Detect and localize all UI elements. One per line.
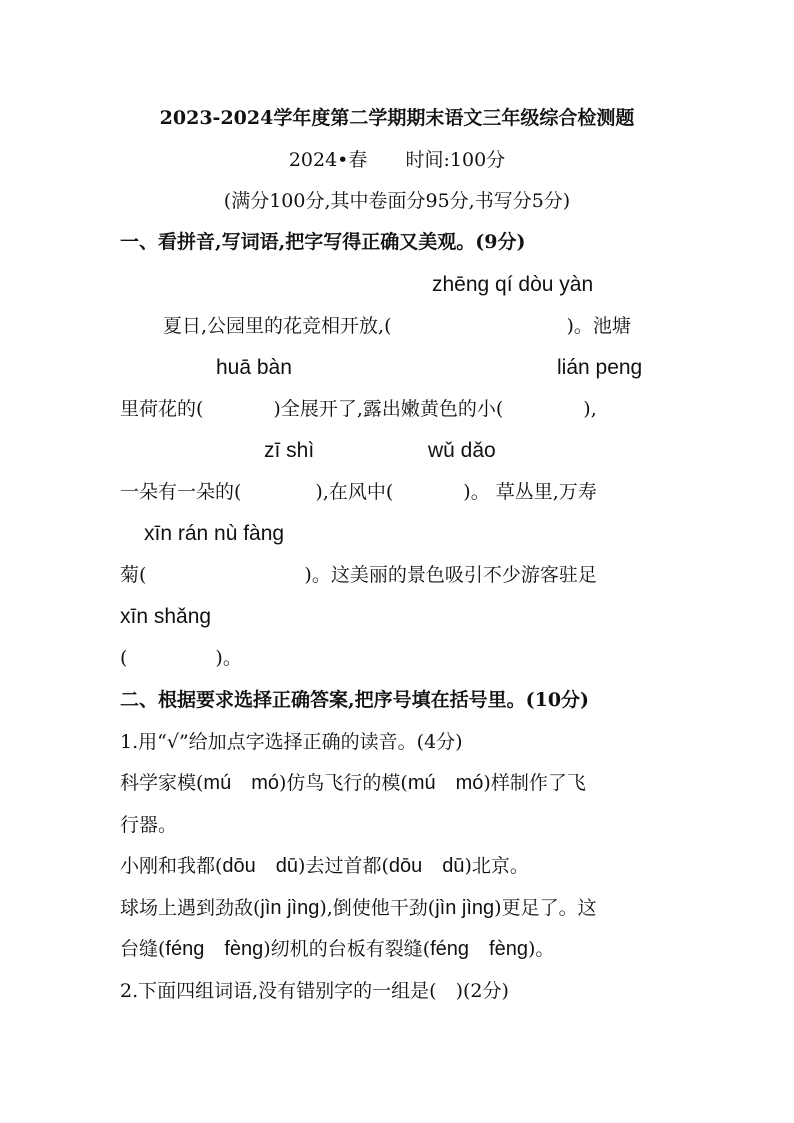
pinyin-option[interactable]: mú mó xyxy=(203,772,279,794)
pinyin-option[interactable]: féng fèng xyxy=(430,938,528,960)
pinyin-option[interactable]: féng fèng xyxy=(165,938,264,960)
pinyin-option[interactable]: jìn jìng xyxy=(260,897,320,919)
passage-text: )全展开了,露出嫩黄色的小( xyxy=(273,398,504,420)
item-text: )北京。 xyxy=(464,855,529,877)
reading-item-4 xyxy=(120,937,554,961)
pinyin-option[interactable]: mú mó xyxy=(407,772,484,794)
reading-item-2 xyxy=(120,854,529,878)
time-label: 时间:100分 xyxy=(405,149,506,171)
item-text: 台缝( xyxy=(120,938,166,960)
pinyin-zhengqidouyan: zhēng qí dòu yàn xyxy=(432,273,594,296)
passage-text: )。 xyxy=(215,647,242,669)
item-text: )纫机的台板有裂缝( xyxy=(263,938,431,960)
score-note: (满分100分,其中卷面分95分,书写分5分) xyxy=(223,190,571,212)
section1-heading: 一、看拼音,写词语,把字写得正确又美观。(9分) xyxy=(120,231,526,253)
passage-text: 里荷花的( xyxy=(120,398,204,420)
passage-text: 菊( xyxy=(120,564,147,586)
pinyin-xinrannufang: xīn rán nù fàng xyxy=(144,522,285,545)
passage-line-2 xyxy=(120,397,597,421)
item-text: )样制作了飞 xyxy=(483,772,586,794)
pinyin-option[interactable]: dōu dū xyxy=(222,855,299,877)
passage-line-3 xyxy=(120,480,597,504)
pinyin-xinshang: xīn shǎng xyxy=(120,605,212,628)
pinyin-zishi: zī shì xyxy=(264,439,315,462)
reading-item-1 xyxy=(120,771,586,795)
question-2: 2.下面四组词语,没有错别字的一组是( )(2分) xyxy=(120,980,509,1002)
passage-text: )。 草丛里,万寿 xyxy=(463,481,597,503)
passage-text: ),在风中( xyxy=(315,481,394,503)
item-text: )更足了。这 xyxy=(494,897,597,919)
pinyin-lianpeng: lián peng xyxy=(557,356,643,379)
item-text: )仿鸟飞行的模( xyxy=(279,772,408,794)
pinyin-option[interactable]: dōu dū xyxy=(388,855,465,877)
section2-heading: 二、根据要求选择正确答案,把序号填在括号里。(10分) xyxy=(120,689,590,711)
exam-title: 2023-2024学年度第二学期期末语文三年级综合检测题 xyxy=(159,107,635,129)
pinyin-option[interactable]: jìn jìng xyxy=(435,897,495,919)
item-text: )去过首都( xyxy=(298,855,389,877)
pinyin-huaban: huā bàn xyxy=(216,356,292,379)
passage-text: )。池塘 xyxy=(566,315,631,337)
passage-line-4 xyxy=(120,563,597,587)
passage-text: 夏日,公园里的花竞相开放,( xyxy=(163,315,392,337)
question-1: 1.用“√”给加点字选择正确的读音。(4分) xyxy=(120,731,463,753)
passage-text: ), xyxy=(583,398,597,420)
passage-line-1 xyxy=(163,314,631,338)
passage-text: ( xyxy=(120,647,128,669)
reading-item-3 xyxy=(120,896,597,920)
passage-text: 一朵有一朵的( xyxy=(120,481,242,503)
passage-line-5 xyxy=(120,646,242,670)
item-text: 科学家模( xyxy=(120,772,204,794)
item-text: ),倒使他干劲( xyxy=(319,897,436,919)
term-time-line xyxy=(0,148,794,172)
term-label: 2024•春 xyxy=(288,149,368,171)
passage-text: )。这美丽的景色吸引不少游客驻足 xyxy=(304,564,597,586)
reading-item-1-cont: 行器。 xyxy=(120,814,178,836)
item-text: )。 xyxy=(527,938,555,960)
item-text: 小刚和我都( xyxy=(120,855,223,877)
item-text: 球场上遇到劲敌( xyxy=(120,897,261,919)
pinyin-wudao: wǔ dǎo xyxy=(428,439,496,462)
